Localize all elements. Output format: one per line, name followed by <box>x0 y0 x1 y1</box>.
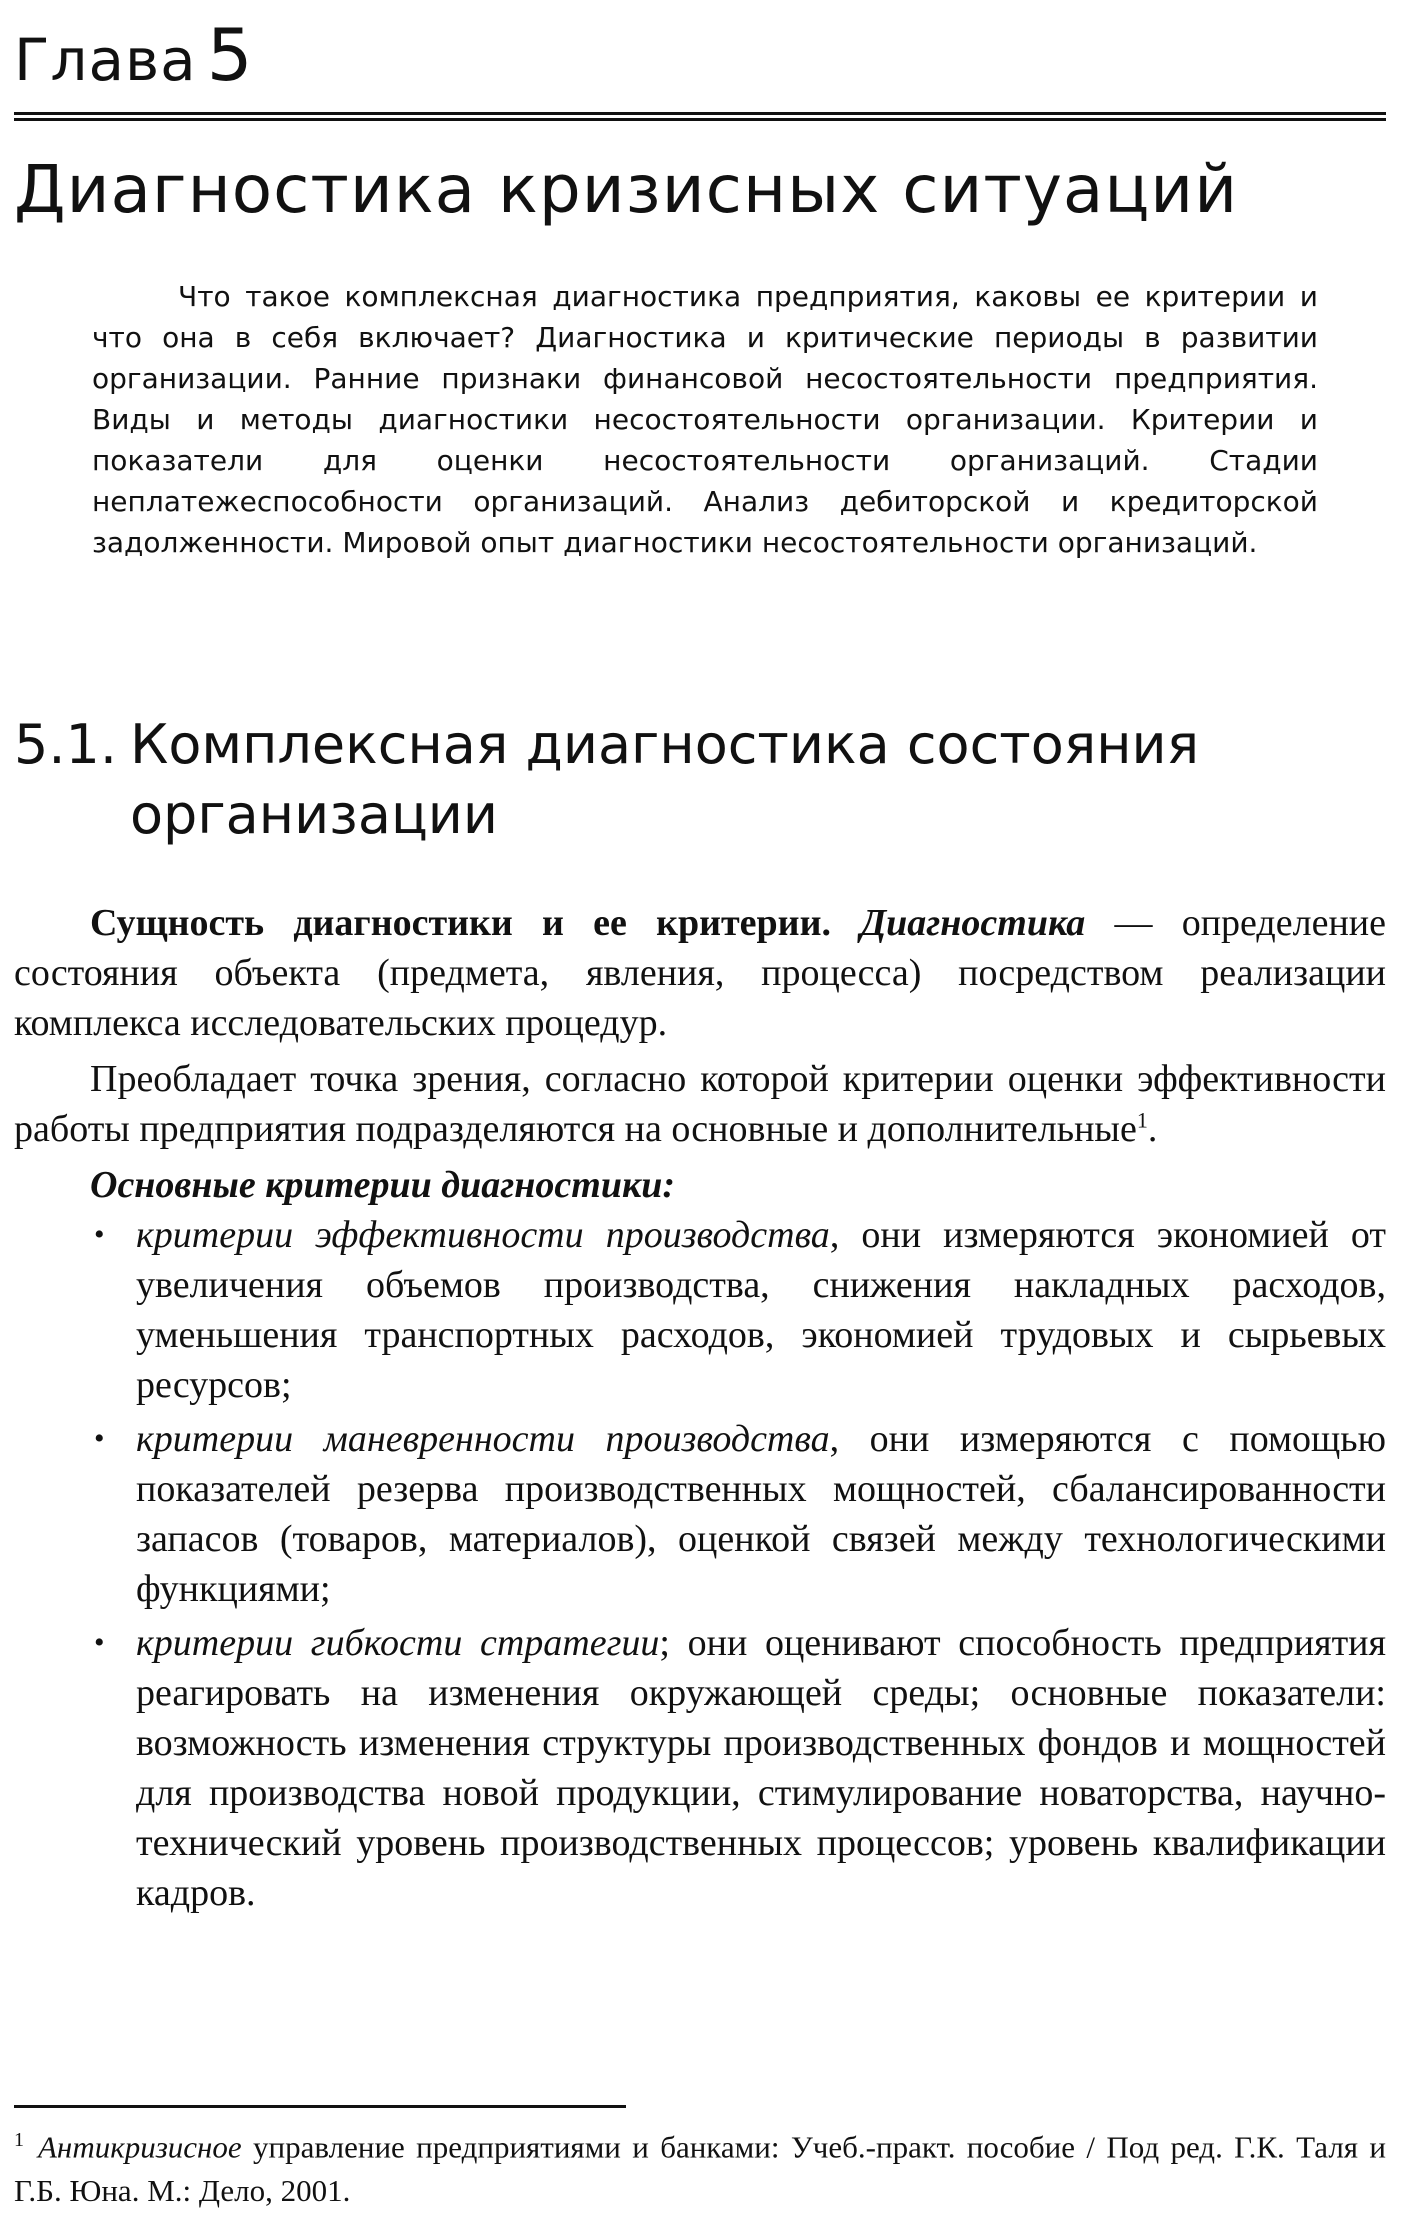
term-diagnostics: Диагностика <box>860 902 1086 944</box>
section-title-line1: Комплексная диагностика состояния <box>130 713 1200 776</box>
definition-text: — определение состояния объекта (предмета, явления, процесса) посредством реализации комплекса исследовательских процедур. <box>14 902 1386 1044</box>
list-item <box>14 1210 1386 1410</box>
list-item-text: , они измеряются с помощью показателей резерва производственных мощностей, сбалансированности запасов (товаров, материалов), оценкой связей между технологическими функциями; <box>136 1418 1387 1610</box>
chapter-number: 5 <box>206 13 254 97</box>
footnote-marker: 1 <box>14 2129 24 2151</box>
section-title-line2: организации <box>130 783 498 846</box>
list-item-term: критерии эффективности производства <box>136 1214 830 1256</box>
footnote <box>14 2118 1386 2213</box>
chapter-label <box>14 10 254 105</box>
criteria-intro-text: Преобладает точка зрения, согласно которой критерии оценки эффективности работы предприятия подразделяются на основные и дополнительные <box>14 1058 1386 1150</box>
bullet-icon: • <box>94 1422 105 1455</box>
list-item-term: критерии маневренности производства <box>136 1418 830 1460</box>
criteria-intro-end: . <box>1147 1108 1158 1150</box>
criteria-list <box>14 1210 1386 1918</box>
footnote-divider <box>14 2105 626 2108</box>
footnote-reference[interactable]: 1 <box>1136 1107 1148 1133</box>
section-heading <box>14 710 1386 850</box>
paragraph-definition <box>14 898 1386 1048</box>
list-item-text: , они измеряются экономией от увеличения объемов производства, снижения накладных расходов, уменьшения транспортных расходов, экономией трудовых и сырьевых ресурсов; <box>136 1214 1386 1406</box>
paragraph-criteria-intro <box>14 1054 1386 1154</box>
bullet-icon: • <box>94 1218 105 1251</box>
criteria-heading-text: Основные критерии диагностики: <box>90 1164 676 1206</box>
bullet-icon: • <box>94 1626 105 1659</box>
chapter-title: Диагностика кризисных ситуаций <box>14 151 1239 228</box>
list-item <box>14 1618 1386 1918</box>
chapter-double-rule <box>14 112 1386 121</box>
book-page <box>14 0 1386 2226</box>
list-item-term: критерии гибкости стратегии <box>136 1622 660 1664</box>
footnote-text: управление предприятиями и банками: Учеб.-практ. пособие / Под ред. Г.К. Таля и Г.Б. Юна. М.: Дело, 2001. <box>14 2129 1386 2209</box>
paragraph-bold-lead: Сущность диагностики и ее критерии. <box>90 902 831 944</box>
section-number: 5.1. <box>14 713 118 776</box>
section-body <box>14 898 1386 1922</box>
chapter-word: Глава <box>14 26 197 94</box>
chapter-abstract: Что такое комплексная диагностика предприятия, каковы ее критерии и что она в себя включает? Диагностика и критические периоды в развитии организации. Ранние признаки финансовой несостоятельности предприятия. Виды и методы диагностики несостоятельности организации. Критерии и показатели для оценки несостоятельности организаций. Стадии неплатежеспособности организаций. Анализ дебиторской и кредиторской задолженности. Мировой опыт диагностики несостоятельности организаций. <box>92 280 1318 559</box>
list-item-text: ; они оценивают способность предприятия реагировать на изменения окружающей среды; основные показатели: возможность изменения структуры производственных фондов и мощностей для производства новой продукции, стимулирование новаторства, научно-технический уровень производственных процессов; уровень квалификации кадров. <box>136 1622 1386 1914</box>
criteria-heading <box>14 1160 1386 1210</box>
footnote-title-italic: Антикризисное <box>38 2129 242 2165</box>
list-item <box>14 1414 1386 1614</box>
